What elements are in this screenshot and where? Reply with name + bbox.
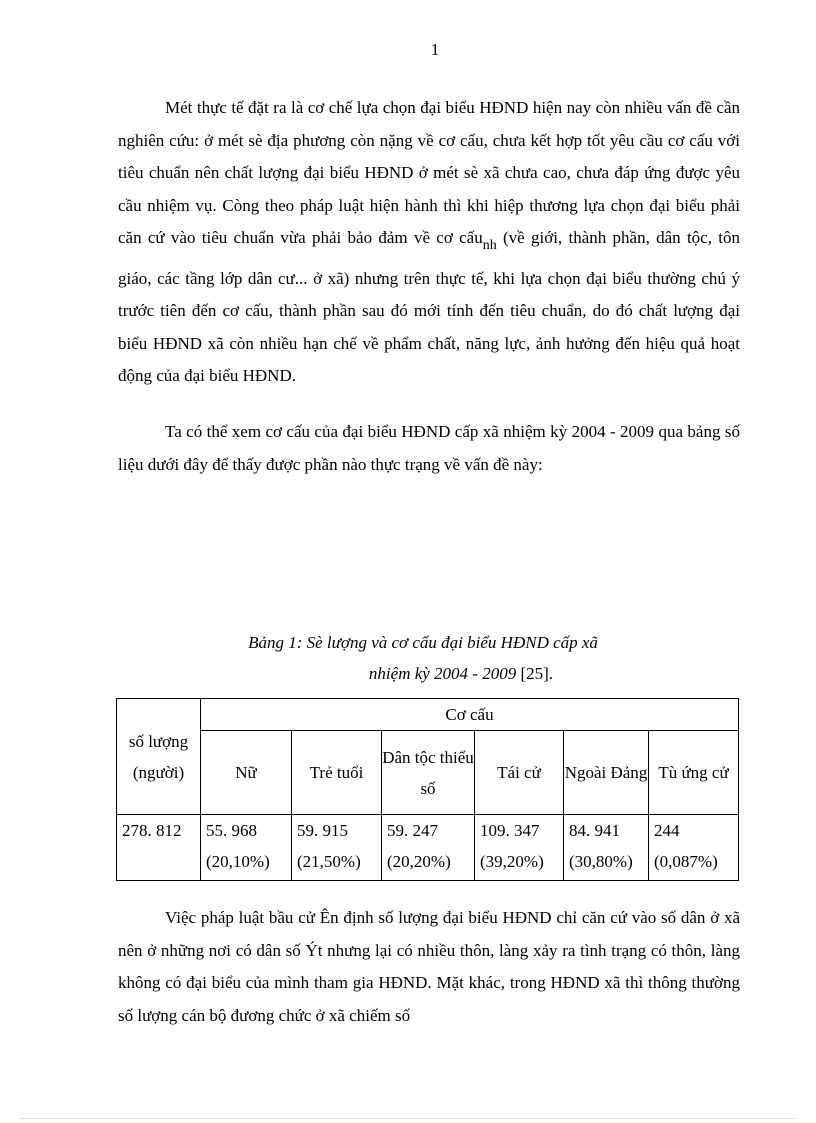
table-cell xyxy=(649,815,739,881)
table-caption-term: nhiệm kỳ 2004 - 2009 xyxy=(368,664,517,683)
header-col-2: Trẻ tuổi xyxy=(292,731,382,815)
cell-value: 109. 347 xyxy=(480,821,540,840)
header-col-6: Tù ứng cử xyxy=(649,731,739,815)
paragraph-1 xyxy=(118,92,740,393)
cell-value: 244 xyxy=(654,821,680,840)
header-col-4: Tái cử xyxy=(475,731,564,815)
paragraph-3: Việc pháp luật bầu cử Ên định số lượng đại biểu HĐND chỉ căn cứ vào số dân ở xã nên ở những nơi có dân số Ýt nhưng lại có nhiều thôn, làng xảy ra tình trạng có thôn, làng không có đại biểu của mình tham gia HĐND. Mặt khác, trong HĐND xã thì thông thường số lượng cán bộ đương chức ở xã chiếm số xyxy=(118,908,740,1025)
table-caption-reference: [25]. xyxy=(520,664,554,683)
header-col-3: Dân tộc thiểu số xyxy=(382,731,475,815)
cell-percent: (20,20%) xyxy=(387,852,451,871)
table-caption-line-1: Bảng 1: Sè lượng và cơ cấu đại biểu HĐND cấp xã xyxy=(248,633,598,652)
cell-total: 278. 812 xyxy=(117,815,201,881)
paragraph-1-subscript: nh xyxy=(482,238,497,253)
header-col-5: Ngoài Đảng xyxy=(564,731,649,815)
table-cell xyxy=(201,815,292,881)
cell-percent: (30,80%) xyxy=(569,852,633,871)
cell-percent: (0,087%) xyxy=(654,852,718,871)
table-cell xyxy=(382,815,475,881)
header-col-1: Nữ xyxy=(201,731,292,815)
footer-divider xyxy=(20,1118,796,1119)
cell-percent: (39,20%) xyxy=(480,852,544,871)
paragraph-1-text: Mét thực tế đặt ra là cơ chế lựa chọn đại biểu HĐND hiện nay còn nhiều vấn đề cần nghiên cứu: ở mét sè địa phương còn nặng về cơ cấu, chưa kết hợp tốt yêu cầu cơ cấu với tiêu chuẩn nên chất lượng đại biểu HĐND ở mét sè xã chưa cao, chưa đáp ứng được yêu cầu nhiệm vụ. Còng theo pháp luật hiện hành thì khi hiệp thương lựa chọn đại biểu phải căn cứ vào tiêu chuẩn vừa phải bảo đảm về cơ cấu xyxy=(118,98,740,247)
cell-value: 59. 247 xyxy=(387,821,438,840)
header-group: Cơ cấu xyxy=(201,699,739,731)
table-cell xyxy=(564,815,649,881)
page-number: 1 xyxy=(430,40,440,59)
paragraph-1-tail: (về giới, thành phần, dân tộc, tôn giáo, các tầng lớp dân cư... ở xã) nhưng trên thực tế, khi lựa chọn đại biểu thường chú ý trước tiên đến cơ cấu, thành phần sau đó mới tính đến tiêu chuẩn, do đó chất lượng đại biểu HĐND xã còn nhiều hạn chế về phẩm chất, năng lực, ảnh hưởng đến hiệu quả hoạt động của đại biểu HĐND. xyxy=(118,228,740,385)
cell-value: 55. 968 xyxy=(206,821,257,840)
cell-value: 59. 915 xyxy=(297,821,348,840)
cell-value: 84. 941 xyxy=(569,821,620,840)
table-cell xyxy=(475,815,564,881)
cell-percent: (20,10%) xyxy=(206,852,270,871)
structure-table xyxy=(116,698,739,881)
table-caption-line-2 xyxy=(150,664,772,684)
table-cell xyxy=(292,815,382,881)
header-total: số lượng (người) xyxy=(117,699,201,815)
cell-percent: (21,50%) xyxy=(297,852,361,871)
paragraph-2: Ta có thể xem cơ cấu của đại biểu HĐND cấp xã nhiệm kỳ 2004 - 2009 qua bảng số liệu dưới đây để thấy được phần nào thực trạng về vấn đề này: xyxy=(118,422,740,474)
